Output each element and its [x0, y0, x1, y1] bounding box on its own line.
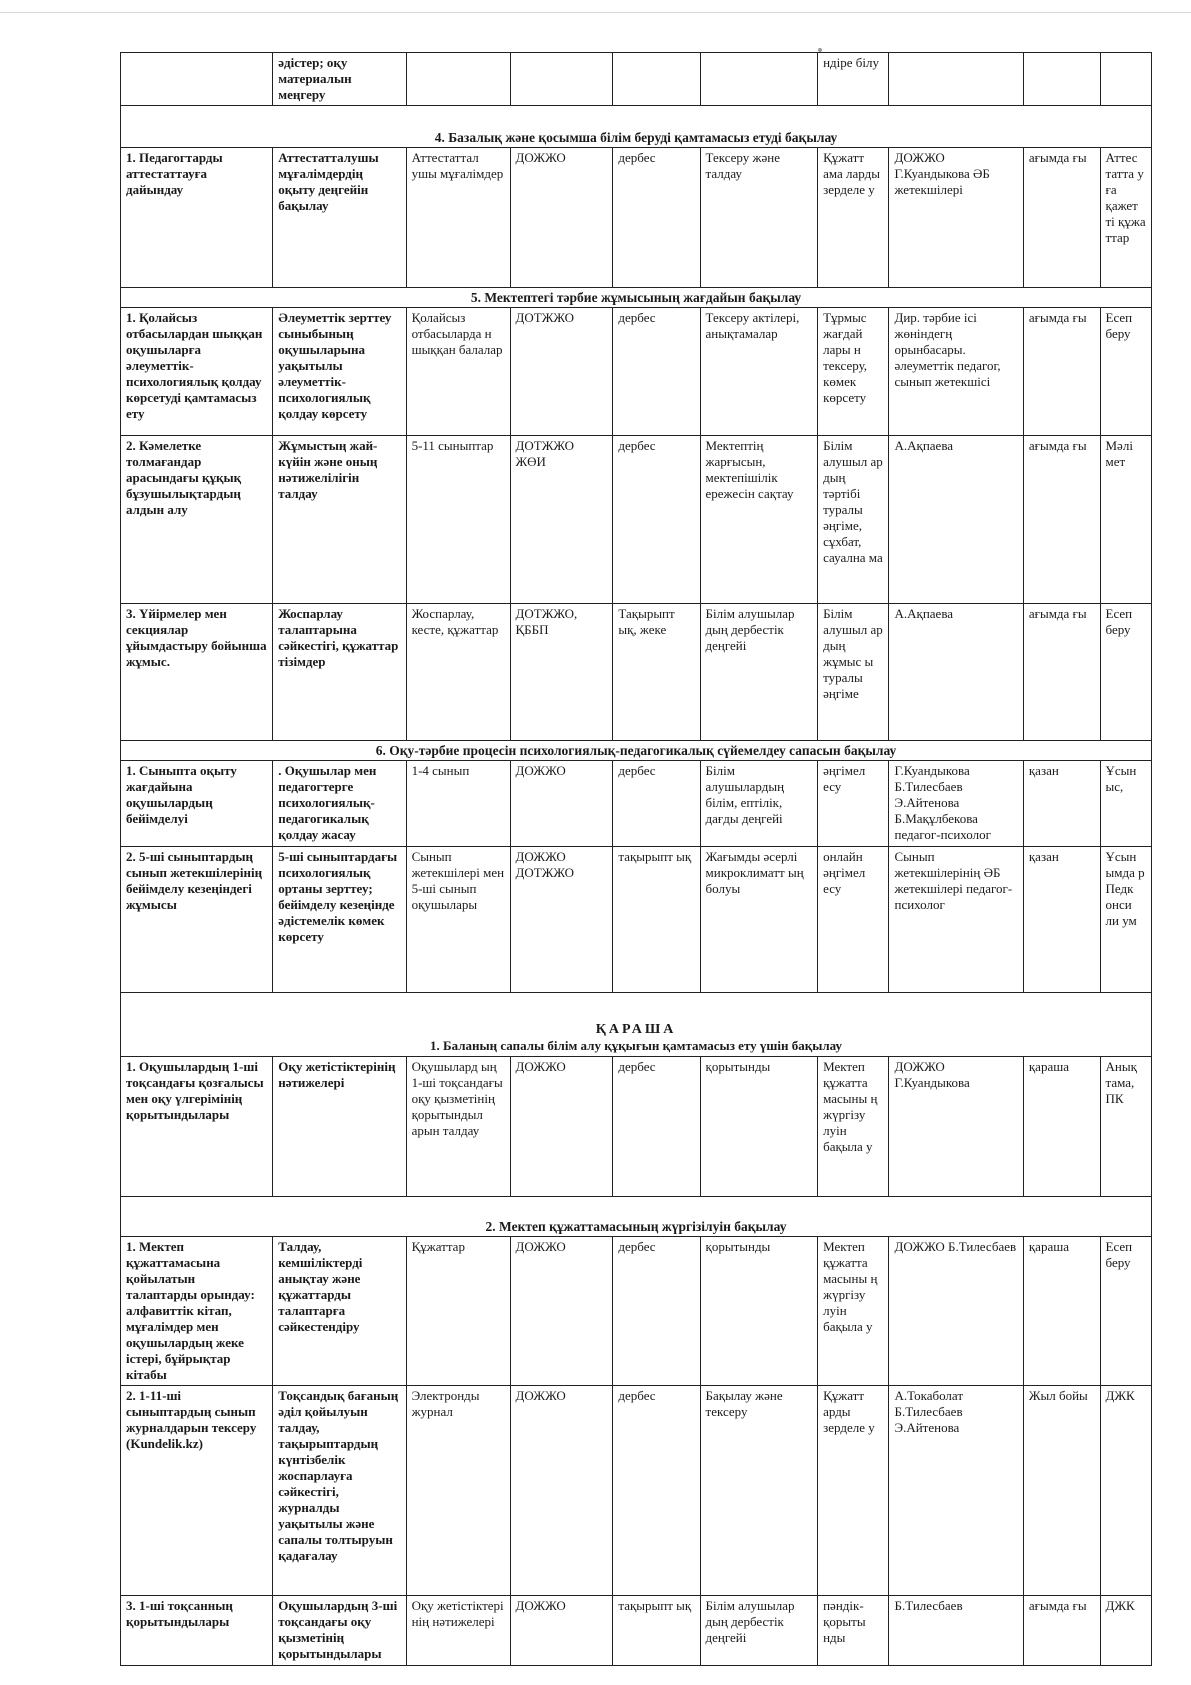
- col-deadline: қараша: [1023, 1237, 1100, 1386]
- col-type: дербес: [613, 308, 700, 436]
- col-deadline: [1023, 53, 1100, 106]
- col-type: дербес: [613, 148, 700, 288]
- col-type: дербес: [613, 436, 700, 604]
- col-method: Білім алушылардың білім, ептілік, дағды деңгейі: [700, 761, 818, 847]
- col-purpose: Тоқсандық бағаның әділ қойылуын талдау, тақырыптардың күнтізбелік жоспарлауға сәйкестігі, журналды уақытылы және сапалы толтыруын қадағалау: [273, 1386, 406, 1596]
- col-purpose: . Оқушылар мен педагогтерге психологиялық-педагогикалық қолдау жасау: [273, 761, 406, 847]
- col-executor: А.Ақпаева: [889, 604, 1023, 741]
- col-topic: 1. Мектеп құжаттамасына қойылатын талаптарды орындау: алфавиттік кітап, мұғалімдер мен оқушылардың жеке істері, бұйрықтар кітабы: [121, 1237, 273, 1386]
- col-method: Жағымды әсерлі микроклиматт ың болуы: [700, 847, 818, 993]
- col-responsible: ДОЖЖО: [510, 1386, 613, 1596]
- col-purpose: Әлеуметтік зерттеу сыныбының оқушыларына уақытылы әлеуметтік-психологиялық қолдау көрсету: [273, 308, 406, 436]
- col-purpose: әдістер; оқу материалын меңгеру: [273, 53, 406, 106]
- section-heading-row: [121, 288, 1152, 308]
- col-type: дербес: [613, 1057, 700, 1197]
- col-object: Сынып жетекшілері мен 5-ші сынып оқушылары: [406, 847, 510, 993]
- col-purpose: Жұмыстың жай-күйін және оның нәтижелілігін талдау: [273, 436, 406, 604]
- col-method: Тексеру және талдау: [700, 148, 818, 288]
- col-executor: ДОЖЖО Б.Тилесбаев: [889, 1237, 1023, 1386]
- col-topic: 1. Қолайсыз отбасылардан шыққан оқушыларға әлеуметтік-психологиялық қолдау көрсетуді қамтамасыз ету: [121, 308, 273, 436]
- col-responsible: ДОЖЖО: [510, 1057, 613, 1197]
- col-deadline: ағымда ғы: [1023, 1596, 1100, 1666]
- month-heading-row: [121, 993, 1152, 1057]
- col-topic: 3. Үйірмелер мен секциялар ұйымдастыру бойынша жұмыс.: [121, 604, 273, 741]
- col-topic: [121, 53, 273, 106]
- col-executor: Г.Куандыкова Б.Тилесбаев Э.Айтенова Б.Мақұлбекова педагог-психолог: [889, 761, 1023, 847]
- table-row: [121, 1596, 1152, 1666]
- col-type: Тақырыпт ық, жеке: [613, 604, 700, 741]
- col-result: ДЖК: [1100, 1386, 1152, 1596]
- col-form: Құжатт арды зерделе у: [818, 1386, 889, 1596]
- col-deadline: қараша: [1023, 1057, 1100, 1197]
- col-object: Қолайсыз отбасыларда н шыққан балалар: [406, 308, 510, 436]
- table-row: [121, 436, 1152, 604]
- col-executor: ДОЖЖО Г.Куандыкова ӘБ жетекшілері: [889, 148, 1023, 288]
- table-row: [121, 604, 1152, 741]
- col-form: Мектеп құжатта масыны ң жүргізу луін бақыла у: [818, 1057, 889, 1197]
- col-method: Бақылау және тексеру: [700, 1386, 818, 1596]
- table-row: [121, 847, 1152, 993]
- col-topic: 2. 5-ші сыныптардың сынып жетекшілерінің бейімделу кезеңіндегі жұмысы: [121, 847, 273, 993]
- control-plan-table: [120, 52, 1152, 1666]
- col-form: Мектеп құжатта масыны ң жүргізу луін бақыла у: [818, 1237, 889, 1386]
- col-result: Ұсын ыс,: [1100, 761, 1152, 847]
- col-result: Есеп беру: [1100, 604, 1152, 741]
- table-row: [121, 1057, 1152, 1197]
- col-deadline: қазан: [1023, 847, 1100, 993]
- col-result: Мәлі мет: [1100, 436, 1152, 604]
- section-heading: 6. Оқу-тәрбие процесін психологиялық-педагогикалық сүйемелдеу сапасын бақылау: [121, 741, 1152, 761]
- scan-top-edge: [0, 12, 1191, 13]
- col-result: ДЖК: [1100, 1596, 1152, 1666]
- col-responsible: ДОЖЖО ДОТЖЖО: [510, 847, 613, 993]
- col-deadline: ағымда ғы: [1023, 308, 1100, 436]
- col-deadline: ағымда ғы: [1023, 604, 1100, 741]
- col-executor: Б.Тилесбаев: [889, 1596, 1023, 1666]
- col-executor: Сынып жетекшілерінің ӘБ жетекшілері педагог-психолог: [889, 847, 1023, 993]
- col-result: Ұсын ымда р Педк онси ли ум: [1100, 847, 1152, 993]
- section-heading: 2. Мектеп құжаттамасының жүргізілуін бақылау: [121, 1197, 1152, 1237]
- col-executor: А.Ақпаева: [889, 436, 1023, 604]
- table-row: [121, 308, 1152, 436]
- col-object: Электронды журнал: [406, 1386, 510, 1596]
- col-method: Білім алушылар дың дербестік деңгейі: [700, 1596, 818, 1666]
- col-object: Оқу жетістіктері нің нәтижелері: [406, 1596, 510, 1666]
- col-type: дербес: [613, 1237, 700, 1386]
- section-heading: 1. Баланың сапалы білім алу құқығын қамтамасыз ету үшін бақылау: [429, 1038, 843, 1053]
- col-form: Тұрмыс жағдай лары н тексеру, көмек көрсету: [818, 308, 889, 436]
- col-method: Тексеру актілері, анықтамалар: [700, 308, 818, 436]
- col-result: [1100, 53, 1152, 106]
- col-type: [613, 53, 700, 106]
- col-form: ндіре білу: [818, 53, 889, 106]
- col-type: дербес: [613, 1386, 700, 1596]
- col-form: Білім алушыл ар дың тәртібі туралы әңгіме, сұхбат, сауална ма: [818, 436, 889, 604]
- col-object: 5-11 сыныптар: [406, 436, 510, 604]
- col-object: Аттестаттал ушы мұғалімдер: [406, 148, 510, 288]
- col-form: әңгімел есу: [818, 761, 889, 847]
- col-responsible: ДОТЖЖО: [510, 308, 613, 436]
- col-purpose: Жоспарлау талаптарына сәйкестігі, құжаттар тізімдер: [273, 604, 406, 741]
- section-heading: 4. Базалық және қосымша білім беруді қамтамасыз етуді бақылау: [121, 106, 1152, 148]
- col-result: Есеп беру: [1100, 1237, 1152, 1386]
- col-form: онлайн әңгімел есу: [818, 847, 889, 993]
- table-row: [121, 53, 1152, 106]
- col-object: 1-4 сынып: [406, 761, 510, 847]
- col-topic: 1. Оқушылардың 1-ші тоқсандағы қозғалысы мен оқу үлгерімінің қорытындылары: [121, 1057, 273, 1197]
- col-type: дербес: [613, 761, 700, 847]
- col-type: тақырыпт ық: [613, 1596, 700, 1666]
- col-executor: А.Токаболат Б.Тилесбаев Э.Айтенова: [889, 1386, 1023, 1596]
- section-heading-row: [121, 106, 1152, 148]
- col-type: тақырыпт ық: [613, 847, 700, 993]
- col-result: Анық тама, ПК: [1100, 1057, 1152, 1197]
- col-result: Есеп беру: [1100, 308, 1152, 436]
- col-deadline: қазан: [1023, 761, 1100, 847]
- table-row: [121, 148, 1152, 288]
- col-executor: Дир. тәрбие ісі жөніндегң орынбасары. әлеуметтік педагог, сынып жетекшісі: [889, 308, 1023, 436]
- col-object: [406, 53, 510, 106]
- col-responsible: ДОЖЖО: [510, 148, 613, 288]
- col-topic: 1. Педагогтарды аттестаттауға дайындау: [121, 148, 273, 288]
- col-purpose: 5-ші сыныптардағы психологиялық ортаны зерттеу; бейімделу кезеңінде әдістемелік көмек көрсету: [273, 847, 406, 993]
- col-form: Құжатт ама ларды зерделе у: [818, 148, 889, 288]
- col-deadline: ағымда ғы: [1023, 148, 1100, 288]
- section-heading-row: [121, 1197, 1152, 1237]
- col-form: Білім алушыл ар дың жұмыс ы туралы әңгіме: [818, 604, 889, 741]
- col-executor: [889, 53, 1023, 106]
- col-method: Мектептің жарғысын, мектепішілік ережесін сақтау: [700, 436, 818, 604]
- col-topic: 1. Сыныпта оқыту жағдайына оқушылардың бейімделуі: [121, 761, 273, 847]
- col-purpose: Аттестатталушы мұғалімдердің оқыту деңгейін бақылау: [273, 148, 406, 288]
- col-object: Оқушылард ың 1-ші тоқсандағы оқу қызметінің қорытындыл арын талдау: [406, 1057, 510, 1197]
- col-purpose: Оқушылардың 3-ші тоқсандағы оқу қызметінің қорытындылары: [273, 1596, 406, 1666]
- document-page: [120, 52, 1152, 1666]
- col-purpose: Оқу жетістіктерінің нәтижелері: [273, 1057, 406, 1197]
- col-object: Жоспарлау, кесте, құжаттар: [406, 604, 510, 741]
- col-topic: 2. Кәмелетке толмағандар арасындағы құқық бұзушылықтардың алдын алу: [121, 436, 273, 604]
- col-responsible: ДОЖЖО: [510, 1237, 613, 1386]
- col-method: Білім алушылар дың дербестік деңгейі: [700, 604, 818, 741]
- col-result: Аттес татта у ға қажет ті құжа ттар: [1100, 148, 1152, 288]
- month-heading: [121, 993, 1152, 1057]
- col-responsible: ДОЖЖО: [510, 761, 613, 847]
- col-method: [700, 53, 818, 106]
- col-responsible: ДОТЖЖО ЖӨИ: [510, 436, 613, 604]
- section-heading-row: [121, 741, 1152, 761]
- section-heading: 5. Мектептегі тәрбие жұмысының жағдайын бақылау: [121, 288, 1152, 308]
- table-row: [121, 1386, 1152, 1596]
- col-responsible: [510, 53, 613, 106]
- col-form: пәндік-қорыты нды: [818, 1596, 889, 1666]
- month-title: ҚАРАША: [595, 1022, 677, 1037]
- col-object: Құжаттар: [406, 1237, 510, 1386]
- col-purpose: Талдау, кемшіліктерді анықтау және құжаттарды талаптарға сәйкестендіру: [273, 1237, 406, 1386]
- col-deadline: Жыл бойы: [1023, 1386, 1100, 1596]
- col-method: қорытынды: [700, 1057, 818, 1197]
- col-topic: 3. 1-ші тоқсанның қорытындылары: [121, 1596, 273, 1666]
- col-executor: ДОЖЖО Г.Куандыкова: [889, 1057, 1023, 1197]
- table-row: [121, 1237, 1152, 1386]
- col-method: қорытынды: [700, 1237, 818, 1386]
- table-row: [121, 761, 1152, 847]
- col-responsible: ДОТЖЖО, ҚББП: [510, 604, 613, 741]
- col-topic: 2. 1-11-ші сыныптардың сынып журналдарын тексеру (Kundelik.kz): [121, 1386, 273, 1596]
- col-deadline: ағымда ғы: [1023, 436, 1100, 604]
- col-responsible: ДОЖЖО: [510, 1596, 613, 1666]
